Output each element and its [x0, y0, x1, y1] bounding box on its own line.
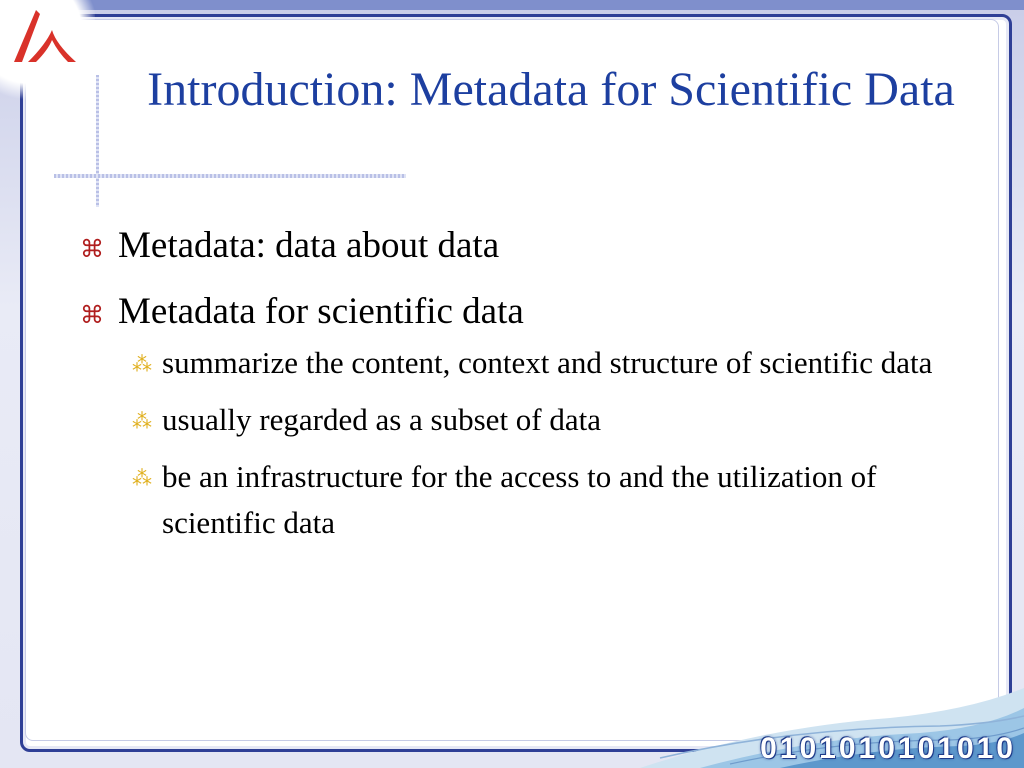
sub-bullet-text: usually regarded as a subset of data: [162, 402, 602, 437]
slide-content: [80, 224, 940, 557]
slide-title: Introduction: Metadata for Scientific Data: [147, 63, 955, 116]
bullet-text: Metadata for scientific data: [118, 291, 524, 332]
top-band: [60, 0, 1024, 10]
logo-icon: [6, 4, 78, 66]
command-icon: ⌘: [80, 235, 104, 263]
decorative-horizontal-line: [54, 174, 406, 178]
sub-bullet-text: be an infrastructure for the access to and the utilization of scientific data: [162, 459, 877, 540]
bullet-item: [80, 224, 940, 268]
bullet-item: [80, 290, 940, 334]
sparkle-icon: ⁂: [132, 466, 152, 490]
decorative-vertical-line: [96, 75, 99, 207]
command-icon: ⌘: [80, 301, 104, 329]
sparkle-icon: ⁂: [132, 409, 152, 433]
binary-decoration: 0101010101010: [760, 732, 1016, 765]
sparkle-icon: ⁂: [132, 352, 152, 376]
sub-bullet-item: [80, 397, 940, 443]
sub-bullet-text: summarize the content, context and structure of scientific data: [162, 345, 933, 380]
bullet-text: Metadata: data about data: [118, 225, 500, 266]
sub-bullet-item: [80, 454, 940, 546]
sub-bullet-item: [80, 340, 940, 386]
